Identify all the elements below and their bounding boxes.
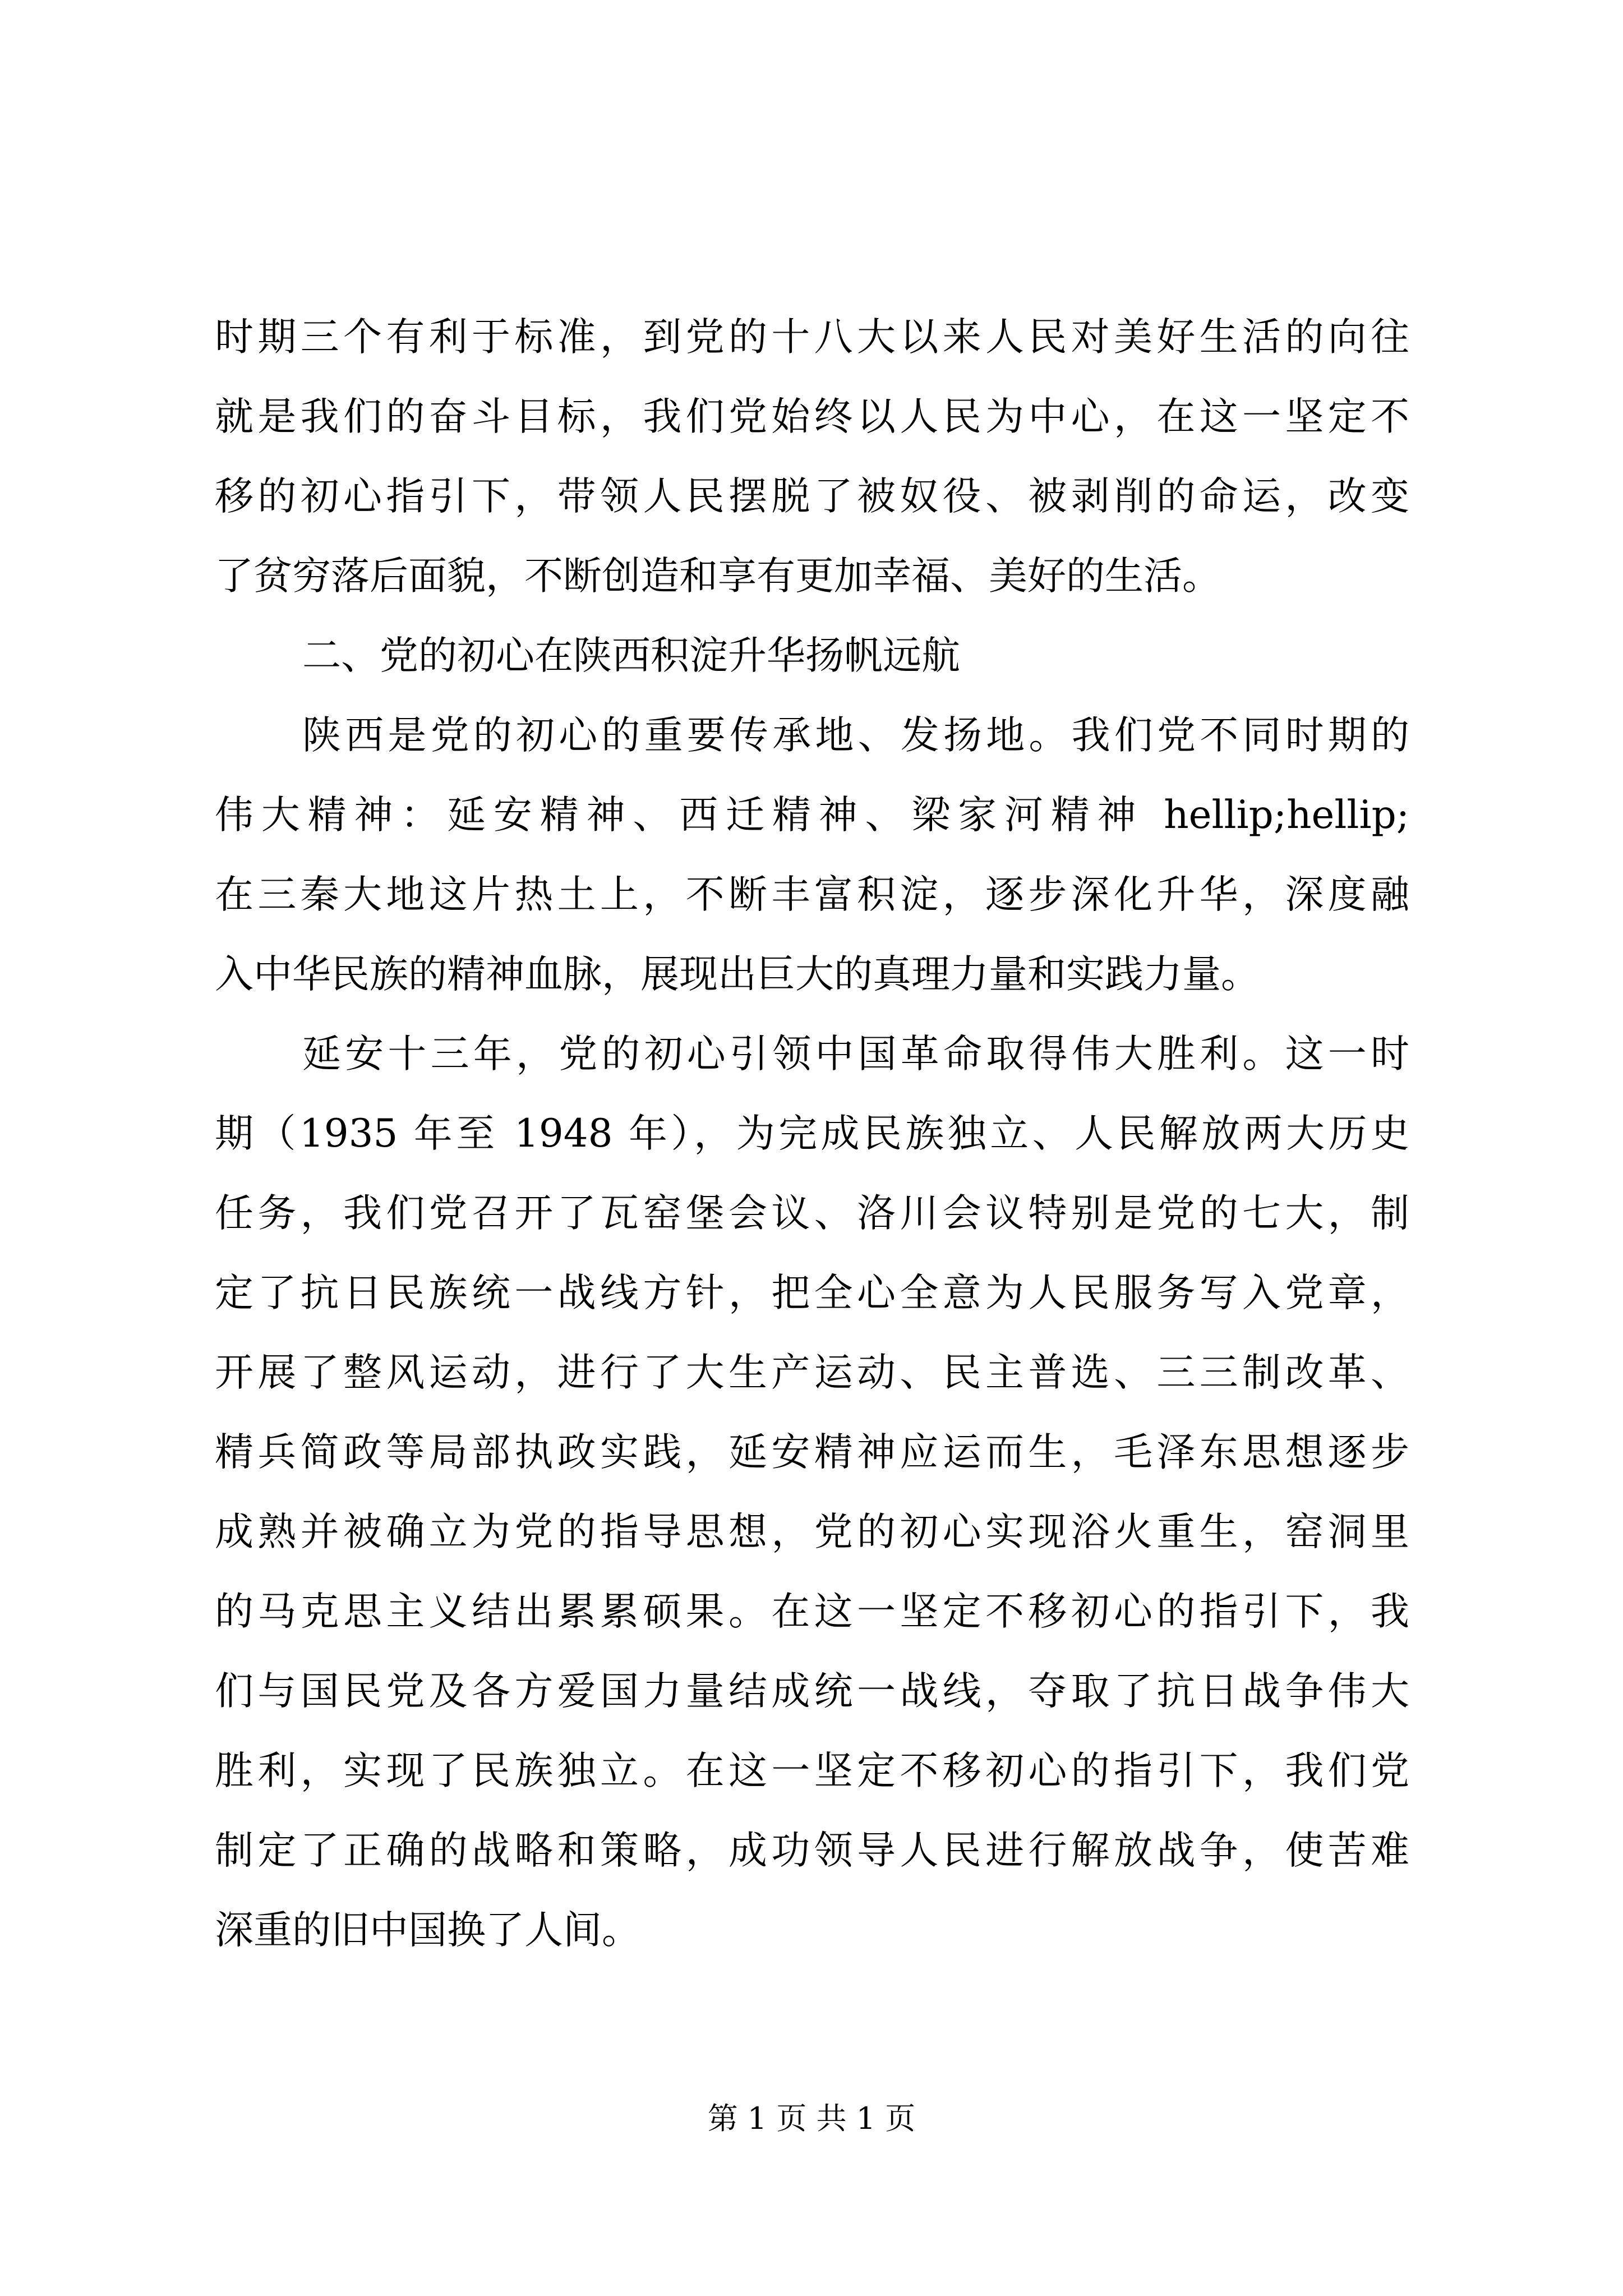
text-line: 就是我们的奋斗目标，我们党始终以人民为中心，在这一坚定不 [215, 394, 1409, 439]
paragraph [215, 696, 1409, 1014]
text-line: 精兵简政等局部执政实践，延安精神应运而生，毛泽东思想逐步 [215, 1430, 1409, 1475]
text-line: 伟大精神：延安精神、西迁精神、梁家河精神 hellip;hellip; [215, 793, 1409, 838]
text-line: 时期三个有利于标准，到党的十八大以来人民对美好生活的向往 [215, 315, 1409, 360]
text-line: 延安十三年，党的初心引领中国革命取得伟大胜利。这一时 [302, 1032, 1409, 1076]
text-line: 深重的旧中国换了人间。 [215, 1908, 640, 1953]
text-line: 成熟并被确立为党的指导思想，党的初心实现浴火重生，窑洞里 [215, 1510, 1409, 1554]
text-line: 了贫穷落后面貌，不断创造和享有更加幸福、美好的生活。 [215, 554, 1221, 599]
text-line: 定了抗日民族统一战线方针，把全心全意为人民服务写入党章， [215, 1271, 1409, 1315]
text-line: 任务，我们党召开了瓦窑堡会议、洛川会议特别是党的七大，制 [215, 1191, 1409, 1236]
page-footer: 第 1 页 共 1 页 [707, 2101, 916, 2136]
paragraph [215, 1014, 1409, 1970]
text-line: 的马克思主义结出累累硕果。在这一坚定不移初心的指引下，我 [215, 1589, 1409, 1634]
text-line: 胜利，实现了民族独立。在这一坚定不移初心的指引下，我们党 [215, 1749, 1409, 1793]
text-line: 开展了整风运动，进行了大生产运动、民主普选、三三制改革、 [215, 1350, 1409, 1395]
text-line: 期（1935 年至 1948 年），为完成民族独立、人民解放两大历史 [215, 1111, 1409, 1156]
paragraph [215, 297, 1409, 616]
text-line: 们与国民党及各方爱国力量结成统一战线，夺取了抗日战争伟大 [215, 1669, 1409, 1714]
document-body [215, 297, 1409, 1970]
text-line: 入中华民族的精神血脉，展现出巨大的真理力量和实践力量。 [215, 952, 1260, 997]
text-line: 制定了正确的战略和策略，成功领导人民进行解放战争，使苦难 [215, 1828, 1409, 1873]
text-line: 在三秦大地这片热土上，不断丰富积淀，逐步深化升华，深度融 [215, 872, 1409, 917]
section-heading: 二、党的初心在陕西积淀升华扬帆远航 [302, 633, 960, 678]
text-line: 陕西是党的初心的重要传承地、发扬地。我们党不同时期的 [302, 713, 1409, 758]
text-line: 移的初心指引下，带领人民摆脱了被奴役、被剥削的命运，改变 [215, 474, 1409, 519]
